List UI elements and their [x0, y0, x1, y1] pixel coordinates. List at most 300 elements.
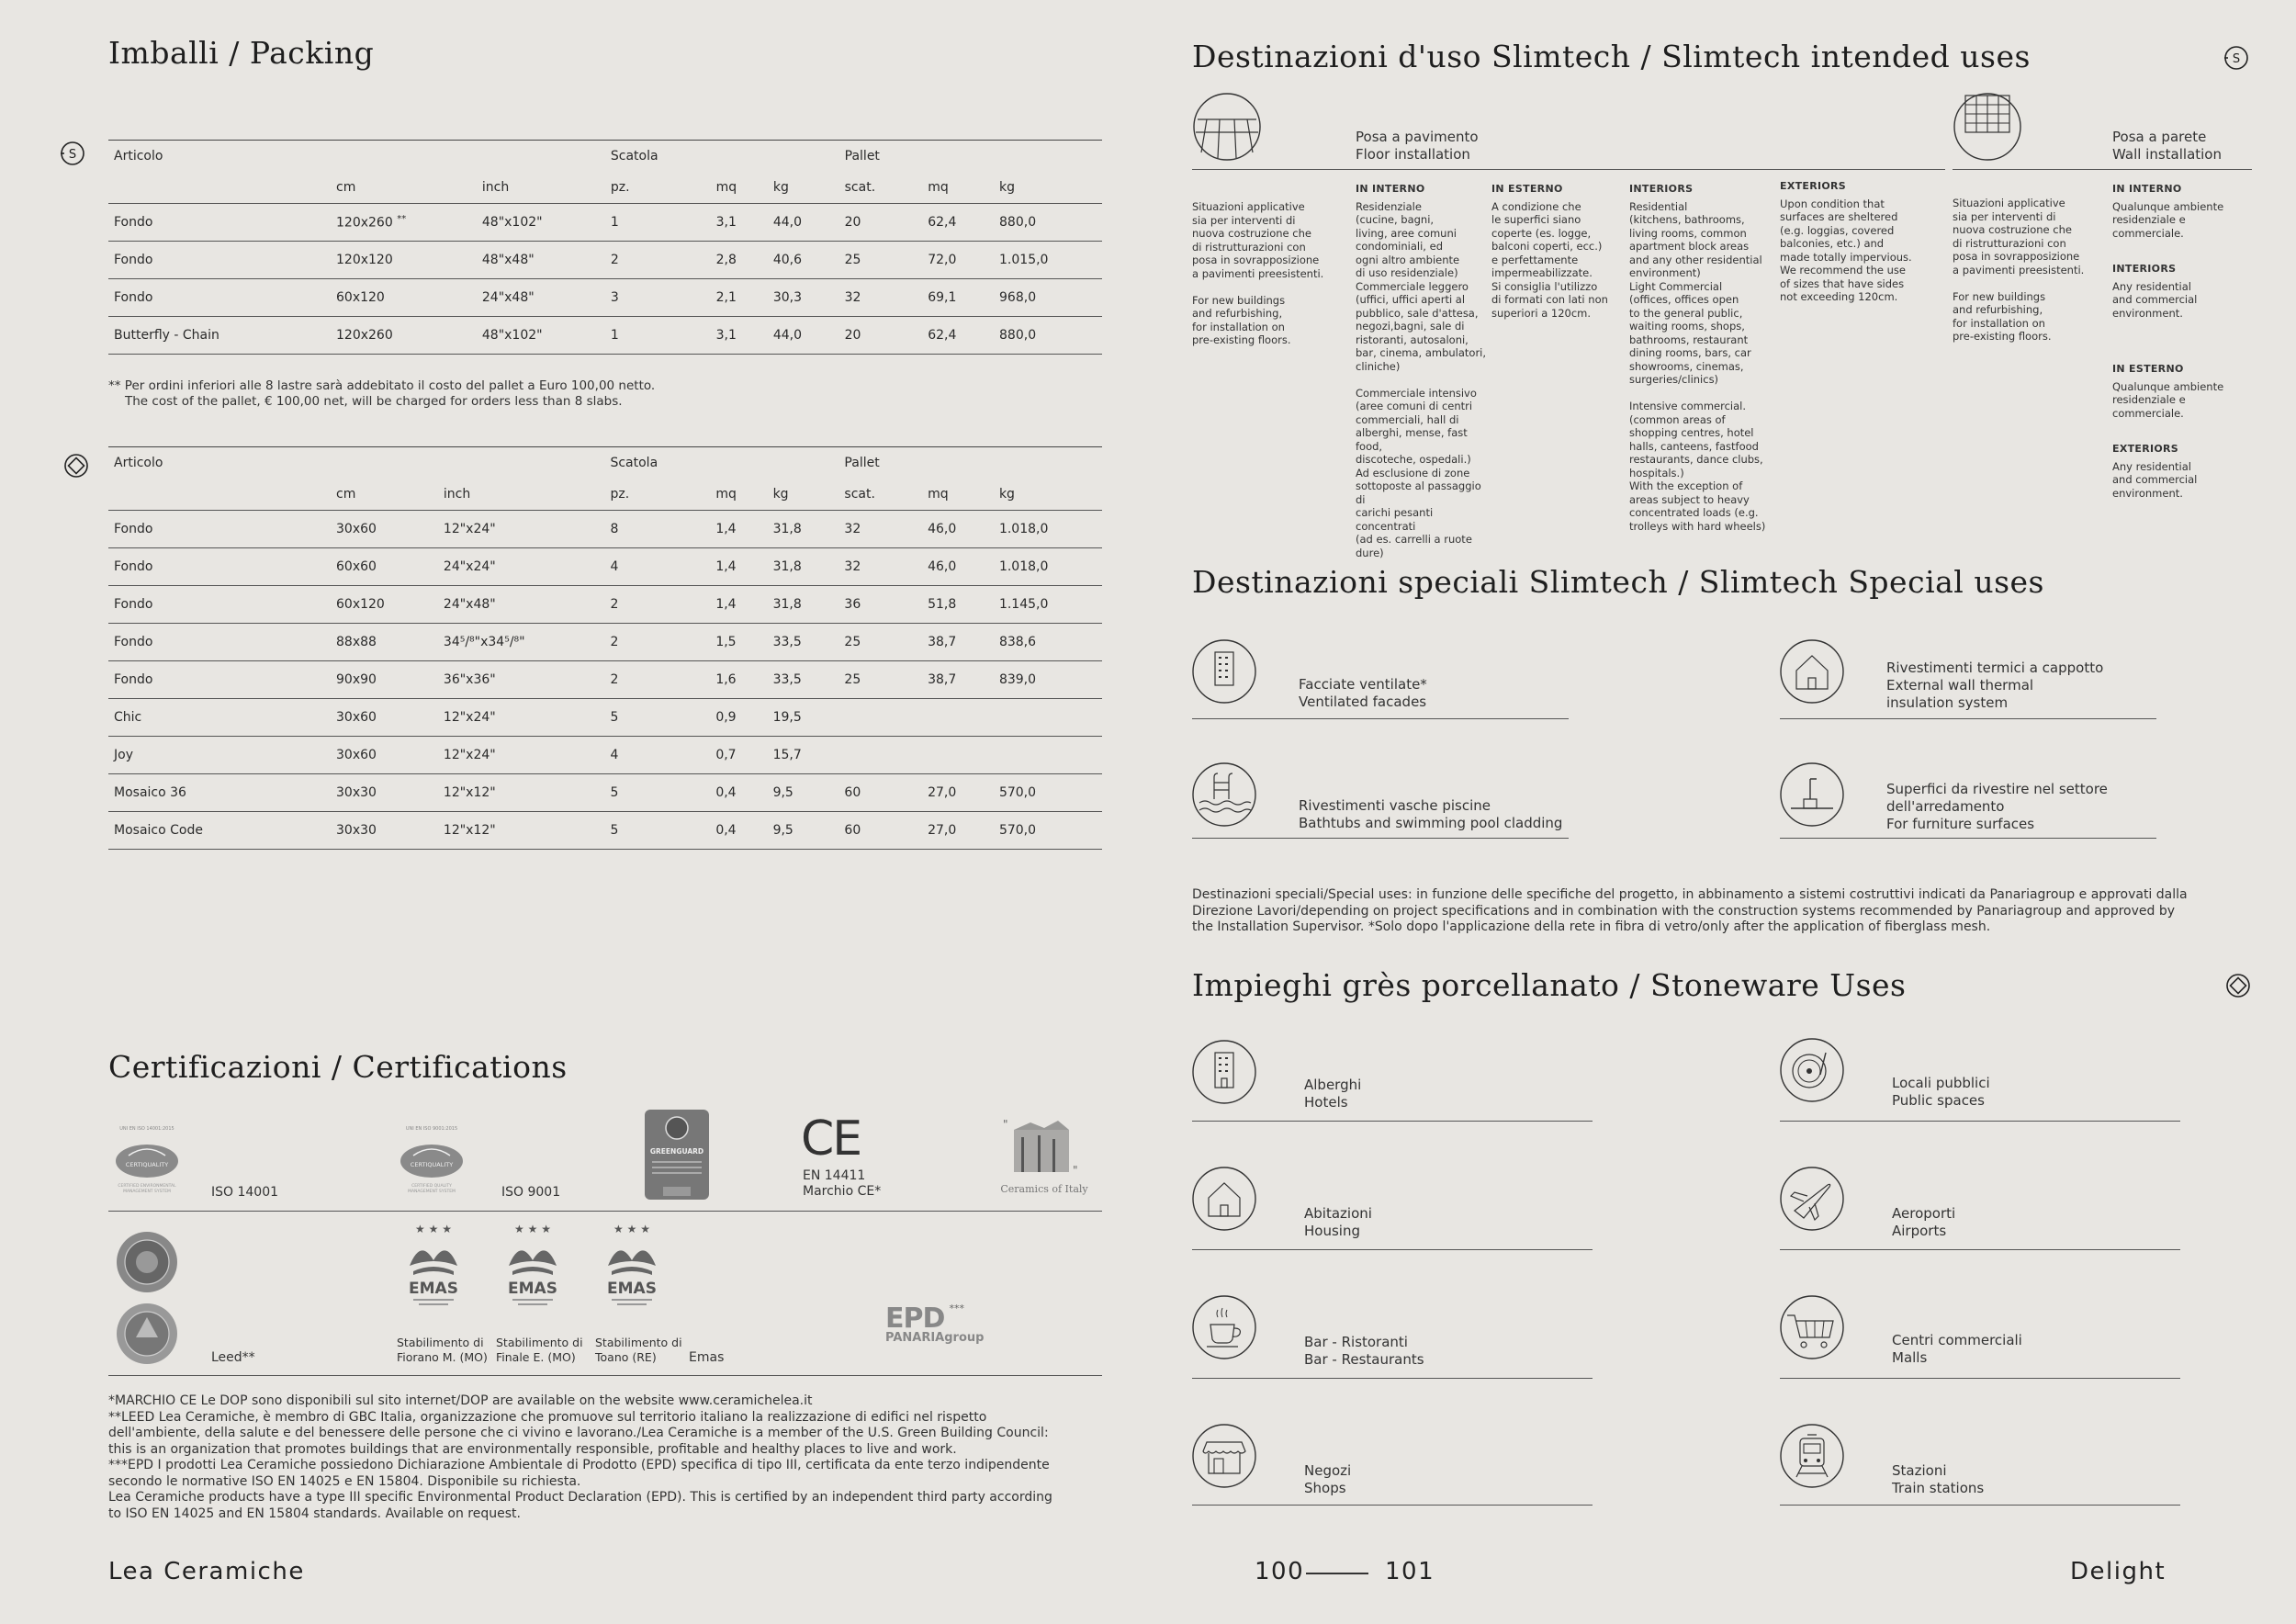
stoneware-use-label [1892, 1332, 2022, 1367]
text-line: alberghi, mense, fast food, [1356, 426, 1468, 453]
floor-label-it: Posa a pavimento [1356, 129, 1479, 145]
use-it: Centri commerciali [1892, 1332, 2022, 1348]
cell: 9,5 [768, 774, 839, 812]
text-line: Residenziale [1356, 199, 1422, 213]
cell: 30x60 [331, 699, 438, 737]
text-line: showrooms, cinemas, [1629, 359, 1744, 373]
use-en: Malls [1892, 1349, 1928, 1366]
cell: 46,0 [922, 511, 994, 548]
pallet-note-it: ** Per ordini inferiori alle 8 lastre sarà addebitato il costo del pallet a Euro 100,00 netto. [108, 378, 656, 393]
text-line: di ristrutturazioni con [1192, 240, 1306, 254]
special-use-line: dell'arredamento [1886, 798, 2005, 815]
sub-header: cm [336, 180, 356, 195]
column-body [2112, 200, 2250, 241]
table-row [108, 699, 1102, 737]
use-it: Bar - Ristoranti [1304, 1334, 1408, 1350]
cell: 60x60 [331, 548, 438, 586]
page-number-right: 101 [1385, 1558, 1435, 1585]
certiquality-label: CERTIQUALITY [410, 1161, 454, 1168]
divider [1780, 838, 2156, 839]
cell: 36"x36" [438, 661, 605, 699]
interiors-column [1629, 182, 1776, 533]
cell: 1.018,0 [994, 511, 1102, 548]
furniture-tap-icon [1780, 762, 1844, 827]
table-row [108, 774, 1102, 812]
hotel-icon [1192, 1040, 1256, 1104]
stoneware-use-label [1892, 1205, 1955, 1240]
stoneware-use-label [1304, 1077, 1361, 1111]
column-body [1356, 200, 1493, 560]
svg-text:S: S [2232, 52, 2241, 66]
column-title: IN INTERNO [1356, 183, 1425, 195]
greenguard-label: GREENGUARD [649, 1147, 704, 1156]
emas-toano-label [595, 1336, 682, 1365]
special-use-label [1299, 676, 1427, 711]
epd-asterisks: *** [949, 1303, 964, 1314]
text-line: and commercial [2112, 473, 2198, 486]
emas-fiorano-label [397, 1336, 488, 1365]
text-line: environment. [2112, 306, 2183, 320]
text-line: pre-existing floors. [1192, 333, 1291, 346]
text-line: residenziale e [2112, 213, 2186, 226]
cell: 2 [604, 624, 710, 661]
floor-label-en: Floor installation [1356, 146, 1470, 163]
col-articolo: Articolo [108, 141, 331, 173]
svg-text:MANAGEMENT SYSTEM: MANAGEMENT SYSTEM [408, 1190, 456, 1194]
text-line: Any residential [2112, 459, 2191, 473]
sub-header: mq [928, 180, 949, 195]
special-use-line: Ventilated facades [1299, 694, 1427, 710]
use-en: Housing [1304, 1223, 1360, 1239]
cell: 30x30 [331, 812, 438, 850]
text-line: and commercial [2112, 293, 2198, 306]
cell: 12"x12" [438, 774, 605, 812]
divider [1192, 718, 1569, 719]
collection-name: Delight [2070, 1558, 2167, 1585]
text-line: sia per interventi di [1953, 209, 2056, 223]
text-line: apartment block areas [1629, 240, 1750, 253]
svg-text:★ ★ ★: ★ ★ ★ [514, 1223, 551, 1235]
column-body [1491, 200, 1629, 321]
text-line: and any other residential [1629, 253, 1762, 266]
text-line: bar, cinema, ambulatori, [1356, 346, 1487, 359]
sub-header: kg [999, 180, 1016, 195]
text-line: Light Commercial [1629, 279, 1723, 293]
column-title: EXTERIORS [1780, 180, 1847, 192]
cell: 2 [604, 661, 710, 699]
text-line: (ad es. carrelli a ruote dure) [1356, 533, 1472, 559]
footnote-line: **LEED Lea Ceramiche, è membro di GBC Italia, organizzazione che promuove sul territorio italiano la realizzazione di edifici nel rispetto [108, 1409, 987, 1425]
cell: 120x120 [331, 242, 477, 279]
text-line: Commerciale leggero [1356, 279, 1469, 293]
stoneware-use-label [1304, 1334, 1424, 1369]
stoneware-uses-title: Impieghi grès porcellanato / Stoneware Uses [1192, 967, 1907, 1003]
cell: 24"x48" [438, 586, 605, 624]
special-use-label [1886, 660, 2103, 712]
table-row [108, 279, 1102, 317]
shop-awning-icon [1192, 1424, 1256, 1488]
cell: 2 [605, 242, 711, 279]
text-line: (uffici, uffici aperti al [1356, 293, 1466, 306]
use-it: Stazioni [1892, 1462, 1947, 1479]
text-line: (common areas of [1629, 412, 1726, 426]
cell: 33,5 [768, 661, 839, 699]
cell [922, 737, 994, 774]
text-line: superiori a 120cm. [1491, 306, 1592, 320]
cell: 60x120 [331, 279, 477, 317]
cell: 1,4 [710, 511, 767, 548]
table-row [108, 511, 1102, 548]
emas-finale-label [496, 1336, 583, 1365]
sub-header: kg [772, 180, 789, 195]
emas-logo-fiorano [397, 1220, 470, 1310]
cell: 60x120 [331, 586, 438, 624]
text-line: di formati con lati non [1491, 293, 1608, 306]
cell: 1,4 [710, 586, 767, 624]
sub-header: inch [481, 180, 510, 195]
cell: 2,8 [711, 242, 768, 279]
text-line: posa in sovrapposizione [1953, 250, 2080, 263]
divider [1953, 169, 2252, 170]
special-use-line: Facciate ventilate* [1299, 676, 1427, 693]
table-row [108, 317, 1102, 355]
coffee-cup-icon [1192, 1295, 1256, 1359]
cell: 24"x48" [477, 279, 605, 317]
cell: 4 [604, 737, 710, 774]
sub-header: scat. [844, 487, 875, 502]
text-line: Situazioni applicative [1953, 197, 2065, 209]
wall-label-it: Posa a parete [2112, 129, 2207, 145]
text-line: Qualunque ambiente [2112, 199, 2224, 213]
divider [1192, 838, 1569, 839]
text-line: a pavimenti preesistenti. [1192, 266, 1324, 280]
cell: 1.145,0 [994, 586, 1102, 624]
text-line: (aree comuni di centri [1356, 400, 1473, 412]
cell: 8 [604, 511, 710, 548]
text-line: With the exception of [1629, 479, 1743, 492]
sub-header: kg [998, 487, 1015, 502]
cell: 32 [838, 511, 922, 548]
cell: 27,0 [922, 774, 994, 812]
col-scatola: Scatola [605, 141, 711, 173]
cell: 32 [839, 279, 923, 317]
special-use-line: Rivestimenti termici a cappotto [1886, 660, 2104, 676]
cell: 25 [839, 242, 923, 279]
airplane-icon [1780, 1167, 1844, 1231]
cell: 0,9 [710, 699, 767, 737]
ce-label-line2: Marchio CE* [803, 1184, 882, 1199]
text-line: coperte (es. logge, [1491, 226, 1592, 240]
text-line: (kitchens, bathrooms, [1629, 213, 1745, 226]
footnotes [108, 1393, 1109, 1522]
text-line: environment. [2112, 486, 2183, 500]
special-use-line: insulation system [1886, 694, 2009, 711]
wall-installation-icon [1953, 92, 2022, 162]
text-line: trolleys with hard wheels) [1629, 519, 1766, 533]
cell: 24"x24" [438, 548, 605, 586]
certiquality-label: CERTIQUALITY [125, 1161, 169, 1168]
cell: 968,0 [994, 279, 1102, 317]
text-line: Residential [1629, 199, 1688, 213]
text-line: cliniche) [1356, 359, 1401, 373]
wall-label-en: Wall installation [2112, 146, 2222, 163]
text-line: ogni altro ambiente [1356, 253, 1460, 266]
table-row [108, 812, 1102, 850]
text-line: hospitals.) [1629, 466, 1684, 479]
cell: 1,6 [710, 661, 767, 699]
text-line: di ristrutturazioni con [1953, 236, 2066, 250]
text-line: areas subject to heavy [1629, 492, 1750, 506]
cell: 5 [604, 699, 710, 737]
cell: 12"x24" [438, 511, 605, 548]
iso9001-label: ISO 9001 [501, 1185, 561, 1200]
leed-gbc-logos [114, 1229, 180, 1367]
wall-installation-label [2112, 129, 2222, 164]
text-line: Si consiglia l'utilizzo [1491, 279, 1598, 293]
use-it: Locali pubblici [1892, 1075, 1990, 1091]
col-pallet: Pallet [839, 141, 923, 173]
cell [838, 699, 922, 737]
cell: 25 [838, 661, 922, 699]
pallet-note [108, 378, 655, 410]
page-number-left: 100 [1255, 1558, 1305, 1585]
in-interno-column [1356, 182, 1493, 559]
text-line: Situazioni applicative [1192, 200, 1305, 213]
public-spaces-record-icon [1780, 1038, 1844, 1102]
sub-header: cm [336, 487, 356, 502]
footnote-line: Lea Ceramiche products have a type III specific Environmental Product Declaration (EPD). This is certified by an independent third party according [108, 1490, 1052, 1505]
cell: 27,0 [922, 812, 994, 850]
certifications-title: Certificazioni / Certifications [108, 1049, 568, 1085]
exteriors-column [1780, 179, 1927, 304]
footnote-line: ***EPD I prodotti Lea Ceramiche possiedono Dichiarazione Ambientale di Prodotto (EPD) specifica di tipo III, certificata da ente terzo indipendente [108, 1458, 1050, 1472]
text-line: concentrated loads (e.g. [1629, 506, 1759, 519]
footnote-line: *MARCHIO CE Le DOP sono disponibili sul sito internet/DOP are available on the website www.ceramichelea.it [108, 1393, 813, 1408]
cell: 30,3 [768, 279, 839, 317]
emas-label-line: Toano (RE) [595, 1350, 657, 1364]
sub-header: mq [928, 487, 949, 502]
text-line: negozi,bagni, sale di [1356, 320, 1465, 333]
cell: 20 [839, 317, 923, 355]
stoneware-use-label [1304, 1205, 1372, 1240]
svg-text:CERTIFIED QUALITY: CERTIFIED QUALITY [411, 1184, 452, 1189]
ceramics-of-italy-logo [994, 1119, 1095, 1201]
floor-installation-label [1356, 129, 1479, 164]
column-body [2112, 460, 2250, 501]
cell: 1 [605, 204, 711, 242]
text-line: (cucine, bagni, [1356, 213, 1435, 226]
sub-header: kg [772, 487, 789, 502]
cell: 1.015,0 [994, 242, 1102, 279]
wall-exteriors-column [2112, 442, 2250, 500]
stoneware-use-label [1892, 1075, 1990, 1110]
cell: 46,0 [922, 548, 994, 586]
cell: 12"x24" [438, 699, 605, 737]
text-line: ristoranti, autosaloni, [1356, 333, 1469, 346]
text-line: posa in sovrapposizione [1192, 254, 1320, 266]
cell: Fondo [108, 624, 331, 661]
cell: Fondo [108, 661, 331, 699]
svg-text:S: S [68, 148, 77, 162]
text-line: bathrooms, restaurant [1629, 333, 1749, 346]
cell: 30x30 [331, 774, 438, 812]
sub-header: mq [715, 487, 737, 502]
cell: 31,8 [768, 586, 839, 624]
text-line: pre-existing floors. [1953, 330, 2052, 343]
text-line [1953, 276, 2090, 290]
special-uses-note [1192, 887, 2257, 936]
shopping-cart-icon [1780, 1295, 1844, 1359]
wall-interiors-column [2112, 262, 2250, 320]
text-line: balconi coperti, ecc.) [1491, 240, 1603, 253]
cell: 5 [604, 774, 710, 812]
note-line: the Installation Supervisor. *Solo dopo l'applicazione della rete in fibra di vetro/only after the application of fiberglass mesh. [1192, 919, 1991, 934]
cell: 838,6 [994, 624, 1102, 661]
text-line: sottoposte al passaggio di [1356, 479, 1481, 506]
cell: Fondo [108, 204, 331, 242]
cell: 51,8 [922, 586, 994, 624]
cell: 1,5 [710, 624, 767, 661]
cell [331, 204, 477, 242]
cell: 25 [838, 624, 922, 661]
text-line: pubblico, sale d'attesa, [1356, 306, 1479, 320]
cell: 48"x102" [477, 204, 605, 242]
cell: Butterfly - Chain [108, 317, 331, 355]
packing-title: Imballi / Packing [108, 35, 375, 71]
text-line [1629, 387, 1776, 400]
divider [1780, 718, 2156, 719]
text-line: living, aree comuni [1356, 226, 1457, 240]
packing-table-stoneware [108, 446, 1102, 850]
cell: 1 [605, 317, 711, 355]
divider [108, 1211, 1102, 1212]
thermal-coat-house-icon [1780, 639, 1844, 704]
footnote-line: to ISO EN 14025 and EN 15804 standards. Available on request. [108, 1506, 521, 1521]
special-use-line: Superfici da rivestire nel settore [1886, 781, 2108, 797]
text-line: A condizione che [1491, 199, 1581, 213]
stoneware-diamond-icon [62, 452, 90, 479]
cell [994, 699, 1102, 737]
text-line: carichi pesanti concentrati [1356, 506, 1434, 533]
housing-icon [1192, 1167, 1256, 1231]
sub-header: pz. [610, 180, 630, 195]
col-scatola: Scatola [604, 447, 710, 479]
sub-header: pz. [610, 487, 630, 502]
cell: Fondo [108, 242, 331, 279]
column-title: IN ESTERNO [1491, 183, 1563, 195]
cell: 30x60 [331, 737, 438, 774]
text-line: dining rooms, bars, car [1629, 346, 1751, 359]
text-line: environment) [1629, 266, 1701, 279]
text-line: nuova costruzione che [1953, 223, 2072, 236]
cell: 90x90 [331, 661, 438, 699]
text-line: (e.g. loggias, covered [1780, 223, 1895, 237]
emas-label-line: Stabilimento di [595, 1336, 682, 1349]
cell: 88x88 [331, 624, 438, 661]
cell: 570,0 [994, 812, 1102, 850]
train-icon [1780, 1424, 1844, 1488]
divider [1780, 1249, 2180, 1250]
text-line: commerciale. [2112, 226, 2184, 240]
text-line: restaurants, dance clubs, [1629, 453, 1763, 466]
emas-label-line: Stabilimento di [397, 1336, 484, 1349]
cell: Fondo [108, 279, 331, 317]
special-uses-title: Destinazioni speciali Slimtech / Slimtech Special uses [1192, 564, 2044, 600]
text-line: living rooms, common [1629, 226, 1747, 240]
stoneware-use-label [1304, 1462, 1351, 1497]
divider [1780, 1378, 2180, 1379]
emas-word: EMAS [508, 1280, 557, 1298]
ce-label [803, 1168, 881, 1200]
svg-text:UNI EN ISO 14001:2015: UNI EN ISO 14001:2015 [119, 1126, 174, 1132]
text-line: made totally impervious. [1780, 250, 1912, 264]
use-en: Hotels [1304, 1094, 1348, 1111]
cell: 33,5 [768, 624, 839, 661]
text-line: Any residential [2112, 279, 2191, 293]
cell-value: 120x260 [336, 215, 393, 231]
text-line: discoteche, ospedali.) [1356, 453, 1471, 466]
cell: 1.018,0 [994, 548, 1102, 586]
text-line: For new buildings [1192, 293, 1286, 307]
cell: 31,8 [768, 511, 839, 548]
cell: 1,4 [710, 548, 767, 586]
cell: 570,0 [994, 774, 1102, 812]
cell [838, 737, 922, 774]
cell: 880,0 [994, 317, 1102, 355]
cell: 12"x24" [438, 737, 605, 774]
text-line: surfaces are sheltered [1780, 210, 1898, 223]
cell: 3,1 [711, 317, 768, 355]
cell: 3,1 [711, 204, 768, 242]
svg-text:CERTIFIED ENVIRONMENTAL: CERTIFIED ENVIRONMENTAL [118, 1184, 176, 1189]
text-line [1356, 373, 1493, 387]
sub-header: mq [715, 180, 737, 195]
page-number-separator [1306, 1573, 1368, 1574]
table-row [108, 737, 1102, 774]
text-line: (offices, offices open [1629, 293, 1739, 306]
epd-logo [885, 1303, 984, 1345]
text-line: Ad esclusione di zone [1356, 466, 1470, 479]
leed-label: Leed** [211, 1350, 255, 1365]
text-line: of sizes that have sides [1780, 276, 1905, 290]
cell: Mosaico Code [108, 812, 331, 850]
text-line: surgeries/clinics) [1629, 373, 1719, 386]
text-line: halls, canteens, fastfood [1629, 439, 1759, 453]
cell: 40,6 [768, 242, 839, 279]
cell: 4 [604, 548, 710, 586]
column-body [1780, 197, 1927, 304]
cell: 62,4 [922, 317, 994, 355]
column-body [1629, 200, 1776, 534]
divider [1192, 1121, 1593, 1122]
floor-intro-text [1192, 200, 1330, 347]
emas-word: EMAS [409, 1280, 458, 1298]
emas-logo-toano [595, 1220, 669, 1310]
cell: 36 [838, 586, 922, 624]
text-line: nuova costruzione che [1192, 227, 1311, 240]
emas-label-line: Stabilimento di [496, 1336, 583, 1349]
cell: Mosaico 36 [108, 774, 331, 812]
cell: 0,4 [710, 812, 767, 850]
wall-intro-text [1953, 197, 2090, 344]
svg-text:UNI EN ISO 9001:2015: UNI EN ISO 9001:2015 [405, 1126, 458, 1132]
svg-text:MANAGEMENT SYSTEM: MANAGEMENT SYSTEM [123, 1190, 171, 1194]
certiquality-logo-9001 [395, 1122, 468, 1198]
cell: Chic [108, 699, 331, 737]
note-line: Destinazioni speciali/Special uses: in funzione delle specifiche del progetto, in abbinamento a sistemi costruttivi indicati da Panariagroup e approvati dalla [1192, 887, 2188, 902]
use-en: Public spaces [1892, 1092, 1985, 1109]
swimming-pool-icon [1192, 762, 1256, 827]
